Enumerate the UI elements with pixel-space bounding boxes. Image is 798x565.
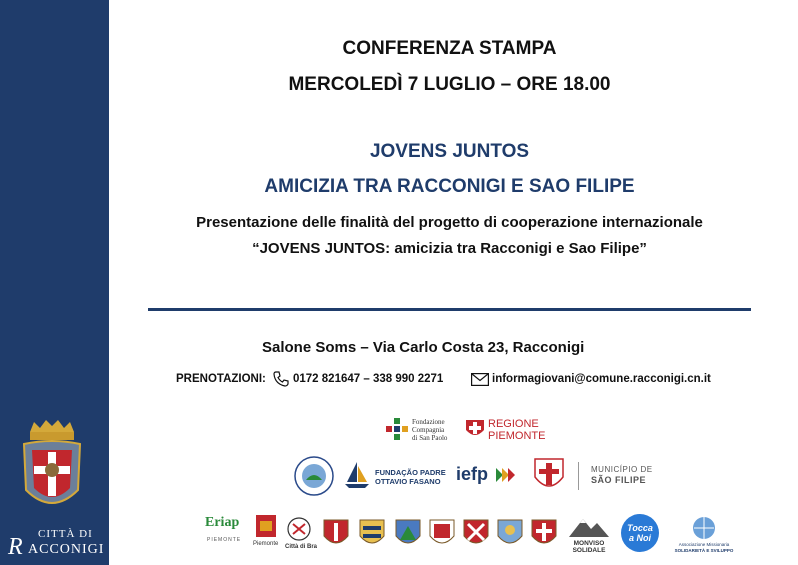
booking-label: PRENOTAZIONI: bbox=[176, 373, 266, 385]
email-link[interactable]: informagiovani@comune.racconigi.cn.it bbox=[492, 373, 711, 385]
anci-logo: Piemonte bbox=[254, 513, 282, 553]
project-quote: “JOVENS JUNTOS: amicizia tra Racconigi e Sao Filipe” bbox=[252, 240, 647, 257]
crest-icon bbox=[322, 514, 350, 550]
sailboat-icon bbox=[343, 460, 371, 490]
project-title: JOVENS JUNTOS bbox=[369, 141, 530, 162]
crest-icon bbox=[358, 514, 386, 550]
municipio-seal-logo bbox=[294, 456, 334, 496]
globe-icon bbox=[690, 516, 718, 540]
project-subtitle: AMICIZIA TRA RACCONIGI E SAO FILIPE bbox=[264, 176, 635, 197]
iefp-arrows-icon bbox=[496, 468, 516, 482]
sao-filipe-logo: MUNICÍPIO DE SÃO FILIPE bbox=[578, 462, 659, 490]
crest-icon bbox=[462, 514, 490, 550]
citta-di-bra-logo: Città di Bra bbox=[285, 516, 319, 554]
iefp-logo: iefp bbox=[456, 462, 518, 488]
municipal-crest-7 bbox=[530, 514, 558, 550]
crest-icon bbox=[532, 455, 566, 495]
divider bbox=[148, 308, 751, 311]
municipal-crest-2 bbox=[358, 514, 386, 550]
tocca-a-noi-logo: Tocca a Noi bbox=[620, 513, 660, 553]
fondazione-logo: Fondazione Compagnia di San Paolo bbox=[386, 418, 456, 444]
bra-crest-icon bbox=[285, 516, 313, 542]
phone-numbers[interactable]: 0172 821647 – 338 990 2271 bbox=[293, 373, 444, 385]
regione-piemonte-logo: REGIONE PIEMONTE bbox=[465, 418, 545, 444]
crest-icon bbox=[428, 514, 456, 550]
municipal-crest-3 bbox=[394, 514, 422, 550]
monviso-solidale-logo: MONVISO SOLIDALE bbox=[567, 515, 615, 557]
eriap-logo: Eriap PIEMONTE bbox=[205, 515, 242, 543]
mountain-icon bbox=[567, 515, 611, 539]
partner-crest-logo bbox=[532, 455, 566, 495]
phone-icon bbox=[273, 371, 289, 387]
municipal-crest-1 bbox=[322, 514, 350, 550]
regione-shield-icon bbox=[465, 418, 485, 440]
venue-address: Salone Soms – Via Carlo Costa 23, Racconigi bbox=[262, 339, 585, 356]
event-title: CONFERENZA STAMPA bbox=[342, 38, 557, 59]
fondazione-mark-icon bbox=[386, 418, 408, 440]
round-seal-icon bbox=[294, 456, 334, 496]
city-label-small: CITTÀ DI bbox=[38, 528, 93, 540]
fasano-logo: FUNDAÇÃO PADRE OTTAVIO FASANO bbox=[343, 460, 438, 492]
crest-icon bbox=[394, 514, 422, 550]
event-date: MERCOLEDÌ 7 LUGLIO – ORE 18.00 bbox=[288, 74, 611, 95]
city-label-rest: ACCONIGI bbox=[28, 542, 105, 557]
email-icon bbox=[471, 373, 489, 386]
city-label-initial: R bbox=[8, 534, 23, 560]
municipal-crest-6 bbox=[496, 514, 524, 550]
municipal-crest-4 bbox=[428, 514, 456, 550]
sidebar bbox=[0, 0, 109, 565]
municipal-crest-5 bbox=[462, 514, 490, 550]
crest-icon bbox=[530, 514, 558, 550]
ams-logo: Associazione Missionaria SOLIDARIETÀ E SVILUPPO bbox=[668, 516, 740, 558]
crest-icon bbox=[496, 514, 524, 550]
anci-mark-icon bbox=[254, 513, 278, 539]
project-description: Presentazione delle finalità del progetto di cooperazione internazionale bbox=[196, 214, 703, 231]
city-crest-icon bbox=[20, 420, 84, 520]
